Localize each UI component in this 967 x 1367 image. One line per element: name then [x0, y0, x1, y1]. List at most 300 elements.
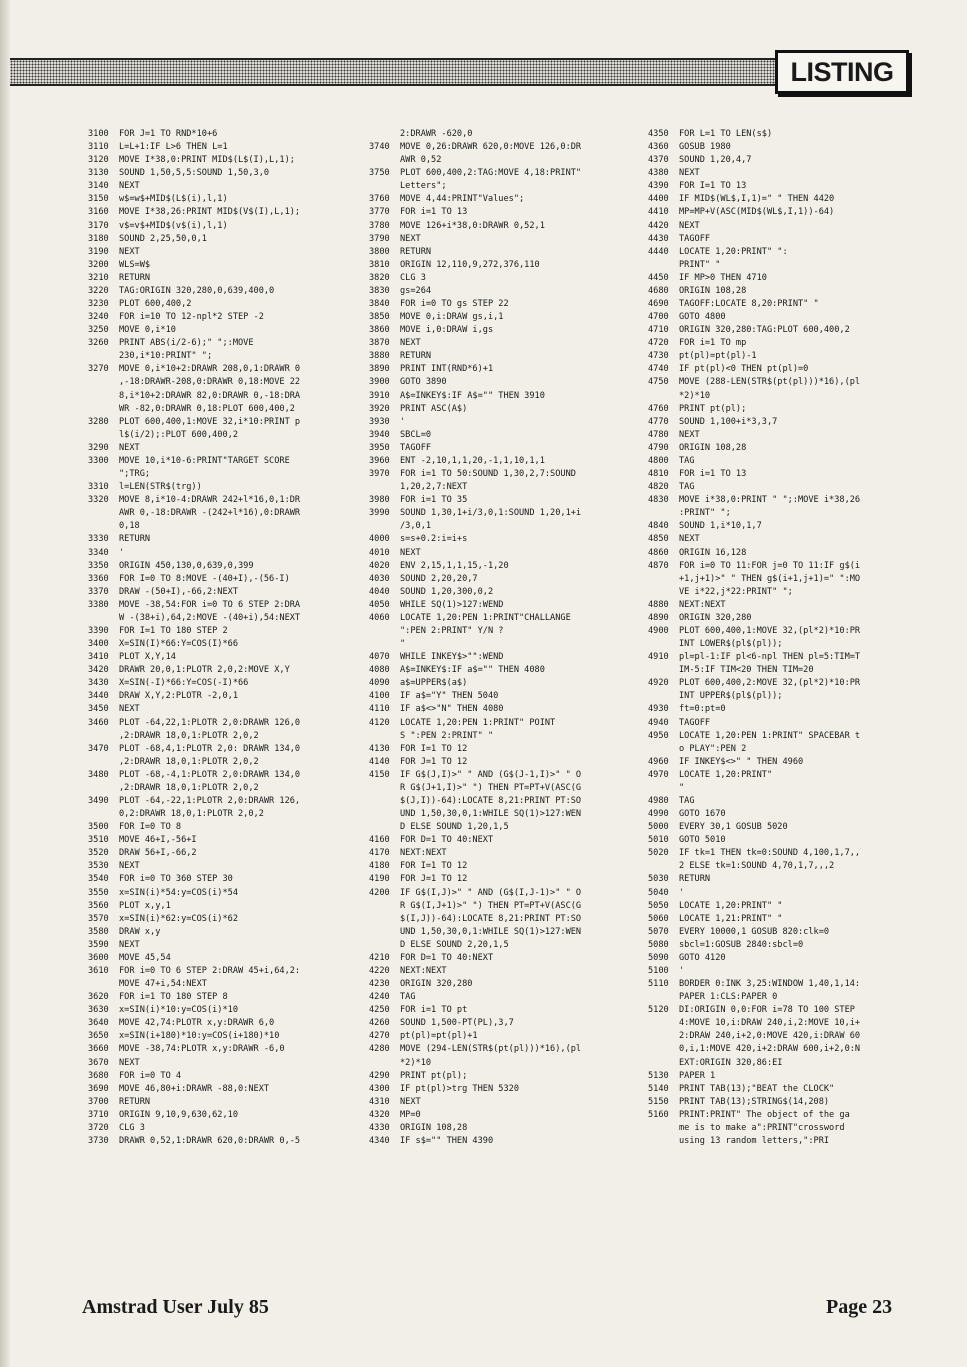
code-line: [648, 599, 910, 612]
code-line: [88, 834, 353, 847]
code-line: [88, 1057, 353, 1070]
code-line: [88, 860, 353, 873]
code-text: FOR I=1 TO 13: [679, 181, 747, 192]
line-number: 4730: [648, 351, 669, 362]
line-number: 3980: [369, 495, 390, 506]
code-line: [369, 703, 631, 716]
code-line: [88, 141, 353, 154]
code-text: IF a$<>"N" THEN 4080: [400, 704, 504, 715]
line-number: 3750: [369, 168, 390, 179]
line-number: 3250: [88, 325, 109, 336]
code-line: [369, 246, 631, 259]
line-number: 4170: [369, 848, 390, 859]
code-text: PRINT pt(pl);: [400, 1070, 468, 1081]
code-text: NEXT:NEXT: [400, 848, 447, 859]
code-line: [648, 1135, 910, 1148]
code-line: [88, 507, 353, 520]
code-line: [648, 442, 910, 455]
code-text: IF INKEY$<>" " THEN 4960: [679, 756, 804, 767]
code-line: [369, 285, 631, 298]
code-line: [369, 664, 631, 677]
code-line: [369, 324, 631, 337]
line-number: 4410: [648, 207, 669, 218]
line-number: 3370: [88, 586, 109, 597]
code-line: [88, 154, 353, 167]
code-text: FOR i=1 TO 180 STEP 8: [119, 992, 228, 1003]
code-text: ,2:DRAWR 18,0,1:PLOTR 2,0,2: [119, 730, 259, 741]
line-number: 4910: [648, 652, 669, 663]
code-text: FOR i=1 TO 35: [400, 495, 468, 506]
line-number: 5070: [648, 926, 669, 937]
code-text: DRAWR 0,52,1:DRAWR 620,0:DRAWR 0,-5: [119, 1136, 301, 1147]
line-number: 3340: [88, 547, 109, 558]
code-line: [648, 1004, 910, 1017]
code-text: PRINT TAB(13);"BEAT the CLOCK": [679, 1083, 835, 1094]
line-number: 4840: [648, 521, 669, 532]
line-number: 4180: [369, 861, 390, 872]
line-number: 3440: [88, 691, 109, 702]
code-text: ENV 2,15,1,1,15,-1,20: [400, 560, 509, 571]
code-line: [369, 1004, 631, 1017]
code-line: [88, 782, 353, 795]
code-line: [648, 154, 910, 167]
line-number: 4900: [648, 625, 669, 636]
code-text: SOUND 1,i*10,1,7: [679, 521, 762, 532]
code-text: NEXT: [119, 704, 140, 715]
code-line: [88, 272, 353, 285]
code-line: [369, 1083, 631, 1096]
line-number: 3100: [88, 129, 109, 139]
code-text: INT UPPER$(pl$(pl));: [679, 691, 783, 702]
code-text: GOTO 5010: [679, 835, 726, 846]
line-number: 3160: [88, 207, 109, 218]
code-text: UND 1,50,30,0,1:WHILE SQ(1)>127:WEN: [400, 809, 582, 820]
code-line: [88, 926, 353, 939]
code-line: [88, 952, 353, 965]
code-line: [369, 730, 631, 743]
code-text: pl=pl-1:IF pl<6-npl THEN pl=5:TIM=T: [679, 652, 861, 663]
code-line: [88, 1135, 353, 1148]
code-line: [648, 651, 910, 664]
code-text: CLG 3: [119, 1122, 145, 1133]
code-line: [88, 220, 353, 233]
code-text: IF s$="" THEN 4390: [400, 1136, 494, 1147]
code-text: 2:DRAW 240,i+2,0:MOVE 420,i:DRAW 60: [679, 1031, 861, 1042]
line-number: 3760: [369, 194, 390, 205]
code-text: MOVE 4,44:PRINT"Values";: [400, 194, 525, 205]
code-text: ': [679, 887, 685, 898]
code-text: D ELSE SOUND 1,20,1,5: [400, 822, 509, 833]
code-text: DRAW X,Y,2:PLOTR -2,0,1: [119, 691, 238, 702]
line-number: 3510: [88, 835, 109, 846]
code-line: [648, 272, 910, 285]
code-text: 0,18: [119, 521, 140, 532]
code-text: IF G$(J,I)>" " AND (G$(J-1,I)>" " O: [400, 769, 582, 780]
code-text: TAGOFF: [679, 233, 711, 244]
line-number: 3400: [88, 639, 109, 650]
line-number: 3930: [369, 416, 390, 427]
line-number: 3700: [88, 1096, 109, 1107]
code-text: NEXT: [119, 442, 140, 453]
line-number: 3130: [88, 168, 109, 179]
code-text: CLG 3: [400, 272, 426, 283]
line-number: 3680: [88, 1070, 109, 1081]
code-line: [88, 390, 353, 403]
code-line: [648, 887, 910, 900]
code-line: [648, 533, 910, 546]
code-line: [369, 154, 631, 167]
code-text: NEXT: [679, 534, 700, 545]
code-line: [648, 1109, 910, 1122]
line-number: 3690: [88, 1083, 109, 1094]
code-line: [369, 259, 631, 272]
code-line: [88, 677, 353, 690]
code-text: pt(pl)=pt(pl)-1: [679, 351, 757, 362]
code-line: [648, 991, 910, 1004]
line-number: 5060: [648, 913, 669, 924]
code-text: MOVE 46+I,-56+I: [119, 835, 197, 846]
code-line: [648, 1083, 910, 1096]
code-text: LOCATE 1,20:PEN 1:PRINT" POINT: [400, 717, 556, 728]
line-number: 4980: [648, 795, 669, 806]
code-line: [648, 494, 910, 507]
line-number: 4290: [369, 1070, 390, 1081]
code-line: [648, 390, 910, 403]
line-number: 5100: [648, 966, 669, 976]
line-number: 3360: [88, 573, 109, 584]
code-text: MOVE 0,i*10: [119, 325, 176, 336]
code-line: [369, 978, 631, 991]
line-number: 4430: [648, 233, 669, 244]
code-line: [88, 206, 353, 219]
code-line: [648, 913, 910, 926]
code-line: [648, 547, 910, 560]
code-line: [648, 507, 910, 520]
code-text: x=SIN(i)*10:y=COS(i)*10: [119, 1005, 238, 1016]
line-number: 5090: [648, 952, 669, 963]
code-line: [648, 664, 910, 677]
code-line: [88, 991, 353, 1004]
line-number: 3350: [88, 560, 109, 571]
code-line: [648, 860, 910, 873]
code-line: [648, 481, 910, 494]
code-text: $(I,J))-64):LOCATE 8,21:PRINT PT:SO: [400, 913, 582, 924]
code-line: [648, 376, 910, 389]
code-line: [369, 625, 631, 638]
code-text: MP=0: [400, 1109, 421, 1120]
code-text: MOVE (294-LEN(STR$(pt(pl)))*16),(pl: [400, 1044, 582, 1055]
code-text: 1,20,2,7:NEXT: [400, 482, 468, 493]
code-text: EVERY 10000,1 GOSUB 820:clk=0: [679, 926, 830, 937]
line-number: 3150: [88, 194, 109, 205]
code-text: LOCATE 1,20:PEN 1:PRINT"CHALLANGE: [400, 612, 571, 623]
line-number: 4800: [648, 455, 669, 466]
code-text: IM-5:IF TIM<20 THEN TIM=20: [679, 665, 814, 676]
line-number: 4960: [648, 756, 669, 767]
line-number: 4340: [369, 1136, 390, 1147]
code-text: IF pt(pl)<0 THEN pt(pl)=0: [679, 364, 809, 375]
code-line: [88, 533, 353, 546]
code-text: ORIGIN 320,280: [679, 612, 752, 623]
code-text: FOR i=0 TO 6 STEP 2:DRAW 45+i,64,2:: [119, 966, 301, 976]
code-text: ORIGIN 16,128: [679, 547, 747, 558]
code-line: [369, 782, 631, 795]
code-line: [369, 390, 631, 403]
code-text: R G$(J+1,I)>" ") THEN PT=PT+V(ASC(G: [400, 782, 582, 793]
code-text: ORIGIN 108,28: [679, 442, 747, 453]
code-line: [369, 677, 631, 690]
line-number: 5140: [648, 1083, 669, 1094]
code-text: IF MP>0 THEN 4710: [679, 272, 767, 283]
code-line: [648, 141, 910, 154]
code-text: FOR I=0 TO 8: [119, 822, 182, 833]
line-number: 4830: [648, 495, 669, 506]
line-number: 3800: [369, 246, 390, 257]
code-line: [369, 141, 631, 154]
code-line: [88, 1043, 353, 1056]
line-number: 4270: [369, 1031, 390, 1042]
line-number: 3380: [88, 599, 109, 610]
code-text: LOCATE 1,20:PEN 1:PRINT" SPACEBAR t: [679, 730, 861, 741]
line-number: 3600: [88, 952, 109, 963]
code-line: [88, 586, 353, 599]
line-number: 4790: [648, 442, 669, 453]
code-text: ft=0:pt=0: [679, 704, 726, 715]
code-line: [88, 403, 353, 416]
code-text: ORIGIN 12,110,9,272,376,110: [400, 259, 540, 270]
code-text: NEXT: [400, 1096, 421, 1107]
code-line: [88, 743, 353, 756]
code-line: [369, 690, 631, 703]
code-text: FOR i=1 TO 13: [400, 207, 468, 218]
code-text: TAGOFF: [400, 442, 432, 453]
code-text: v$=v$+MID$(v$(i),l,1): [119, 220, 228, 231]
code-line: [648, 834, 910, 847]
code-line: [369, 1122, 631, 1135]
code-line: [88, 128, 353, 141]
code-line: [648, 717, 910, 730]
code-line: [88, 756, 353, 769]
code-text: DRAW -(50+I),-66,2:NEXT: [119, 586, 238, 597]
code-line: [88, 481, 353, 494]
line-number: 4250: [369, 1005, 390, 1016]
code-line: [648, 1017, 910, 1030]
code-text: SOUND 1,20,300,0,2: [400, 586, 494, 597]
code-text: W -(38+i),64,2:MOVE -(40+i),54:NEXT: [119, 612, 301, 623]
code-text: NEXT: [679, 429, 700, 440]
code-text: X=SIN(-I)*66:Y=COS(-I)*66: [119, 678, 249, 689]
code-line: [648, 730, 910, 743]
code-line: [648, 1070, 910, 1083]
line-number: 3730: [88, 1136, 109, 1147]
code-line: [648, 324, 910, 337]
code-line: [88, 573, 353, 586]
line-number: 4260: [369, 1018, 390, 1029]
line-number: 3500: [88, 822, 109, 833]
code-line: [369, 717, 631, 730]
line-number: 3570: [88, 913, 109, 924]
code-line: [648, 455, 910, 468]
footer-magazine-issue: Amstrad User July 85: [82, 1296, 269, 1318]
line-number: 4970: [648, 769, 669, 780]
line-number: 3970: [369, 469, 390, 480]
line-number: 3430: [88, 678, 109, 689]
code-text: ORIGIN 108,28: [400, 1122, 468, 1133]
line-number: 4200: [369, 887, 390, 898]
code-line: [369, 991, 631, 1004]
code-line: [369, 1057, 631, 1070]
line-number: 4440: [648, 246, 669, 257]
code-line: [88, 730, 353, 743]
code-text: ': [679, 966, 685, 976]
code-text: SOUND 1,20,4,7: [679, 155, 752, 166]
line-number: 5030: [648, 874, 669, 885]
code-line: [648, 403, 910, 416]
code-text: pt(pl)=pt(pl)+1: [400, 1031, 478, 1042]
code-text: FOR J=1 TO 12: [400, 756, 468, 767]
code-text: WHILE INKEY$>"":WEND: [400, 652, 504, 663]
line-number: 5020: [648, 848, 669, 859]
code-text: RETURN: [119, 534, 151, 545]
line-number: 4040: [369, 586, 390, 597]
line-number: 3480: [88, 769, 109, 780]
code-text: GOTO 3890: [400, 377, 447, 388]
code-line: [648, 1043, 910, 1056]
code-line: [369, 233, 631, 246]
line-number: 4390: [648, 181, 669, 192]
code-text: FOR i=10 TO 12-npl*2 STEP -2: [119, 312, 264, 323]
code-text: EXT:ORIGIN 320,86:EI: [679, 1057, 783, 1068]
code-text: TAG: [400, 992, 416, 1003]
code-line: [648, 1096, 910, 1109]
code-text: PRINT TAB(13);STRING$(14,208): [679, 1096, 830, 1107]
code-text: IF pt(pl)>trg THEN 5320: [400, 1083, 519, 1094]
line-number: 4060: [369, 612, 390, 623]
code-text: S ":PEN 2:PRINT" ": [400, 730, 494, 741]
code-text: FOR i=0 TO 11:FOR j=0 TO 11:IF g$(i: [679, 560, 861, 571]
line-number: 4130: [369, 743, 390, 754]
code-text: RETURN: [119, 1096, 151, 1107]
code-text: FOR J=1 TO RND*10+6: [119, 129, 218, 139]
code-line: [88, 494, 353, 507]
code-text: :PRINT" ";: [679, 508, 731, 519]
code-text: DI:ORIGIN 0,0:FOR i=78 TO 100 STEP: [679, 1005, 855, 1016]
code-line: [369, 1017, 631, 1030]
line-number: 4370: [648, 155, 669, 166]
line-number: 4810: [648, 469, 669, 480]
code-text: MOVE i*38,0:PRINT " ";:MOVE i*38,26: [679, 495, 861, 506]
code-text: RETURN: [119, 272, 151, 283]
code-line: [369, 403, 631, 416]
code-text: ENT -2,10,1,1,20,-1,1,10,1,1: [400, 455, 545, 466]
line-number: 4380: [648, 168, 669, 179]
line-number: 3300: [88, 455, 109, 466]
code-line: [369, 638, 631, 651]
code-line: [369, 756, 631, 769]
code-line: [369, 586, 631, 599]
line-number: 4360: [648, 142, 669, 153]
code-line: [88, 625, 353, 638]
line-number: 4070: [369, 652, 390, 663]
code-line: [369, 481, 631, 494]
line-number: 4110: [369, 704, 390, 715]
line-number: 3330: [88, 534, 109, 545]
line-number: 3520: [88, 848, 109, 859]
code-line: [88, 1083, 353, 1096]
code-line: [369, 834, 631, 847]
line-number: 4230: [369, 979, 390, 990]
code-line: [88, 285, 353, 298]
code-line: [369, 272, 631, 285]
code-line: [369, 847, 631, 860]
line-number: 4700: [648, 312, 669, 323]
code-text: NEXT:NEXT: [679, 599, 726, 610]
code-text: RETURN: [400, 351, 432, 362]
line-number: 4210: [369, 952, 390, 963]
code-text: PRINT:PRINT" The object of the ga: [679, 1109, 850, 1120]
code-text: PLOT -64,-22,1:PLOTR 2,0:DRAWR 126,: [119, 795, 301, 806]
line-number: 3550: [88, 887, 109, 898]
line-number: 3460: [88, 717, 109, 728]
line-number: 4160: [369, 835, 390, 846]
code-text: sbcl=1:GOSUB 2840:sbcl=0: [679, 939, 804, 950]
line-number: 3740: [369, 142, 390, 153]
code-text: LOCATE 1,20:PRINT" ":: [679, 246, 788, 257]
code-line: [369, 468, 631, 481]
code-text: FOR D=1 TO 40:NEXT: [400, 835, 494, 846]
code-text: 4:MOVE 10,i:DRAW 240,i,2:MOVE 10,i+: [679, 1018, 861, 1029]
code-text: PRINT" ": [679, 259, 721, 270]
code-text: PRINT pt(pl);: [679, 403, 747, 414]
line-number: 4820: [648, 482, 669, 493]
line-number: 4400: [648, 194, 669, 205]
line-number: 4850: [648, 534, 669, 545]
code-text: +1,j+1)>" " THEN g$(i+1,j+1)=" ":MO: [679, 573, 861, 584]
line-number: 4280: [369, 1044, 390, 1055]
code-line: [88, 873, 353, 886]
line-number: 3950: [369, 442, 390, 453]
code-line: [648, 808, 910, 821]
code-line: [369, 873, 631, 886]
code-text: PAPER 1:CLS:PAPER 0: [679, 992, 778, 1003]
code-line: [369, 952, 631, 965]
line-number: 3280: [88, 416, 109, 427]
line-number: 3920: [369, 403, 390, 414]
line-number: 4330: [369, 1122, 390, 1133]
line-number: 3470: [88, 743, 109, 754]
code-line: [648, 259, 910, 272]
code-line: [648, 586, 910, 599]
code-line: [88, 1004, 353, 1017]
code-text: UND 1,50,30,0,1:WHILE SQ(1)>127:WEN: [400, 926, 582, 937]
line-number: 3880: [369, 351, 390, 362]
code-line: [88, 717, 353, 730]
code-text: AWR 0,52: [400, 155, 442, 166]
code-text: TAG: [679, 455, 695, 466]
code-line: [369, 1109, 631, 1122]
code-text: LOCATE 1,20:PRINT": [679, 769, 773, 780]
code-line: [648, 337, 910, 350]
code-text: A$=INKEY$:IF a$="" THEN 4080: [400, 665, 545, 676]
line-number: 3390: [88, 625, 109, 636]
code-text: ORIGIN 320,280:TAG:PLOT 600,400,2: [679, 325, 850, 336]
line-number: 4990: [648, 809, 669, 820]
code-text: 0,2:DRAWR 18,0,1:PLOTR 2,0,2: [119, 809, 264, 820]
code-text: NEXT: [119, 861, 140, 872]
code-line: [88, 547, 353, 560]
code-text: GOTO 4800: [679, 312, 726, 323]
code-text: SBCL=0: [400, 429, 432, 440]
